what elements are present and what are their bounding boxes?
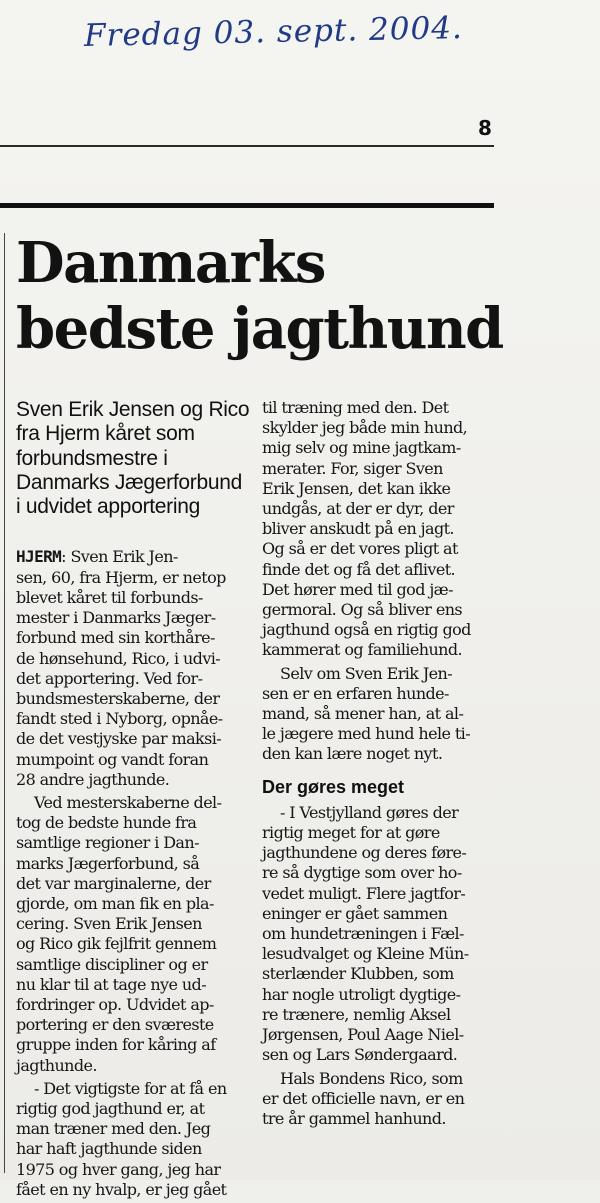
body-line: le jægere med hund hele ti- <box>262 724 470 744</box>
left-margin-line <box>4 233 5 1173</box>
body-line: eninger er gået sammen <box>262 903 448 923</box>
body-line: fordringer op. Udvidet ap- <box>16 994 214 1014</box>
body-line: 28 andre jagthunde. <box>16 769 170 789</box>
body-line: har nogle utroligt dygtige- <box>262 984 461 1004</box>
body-line: samtlige discipliner og er <box>16 954 208 974</box>
body-line: Erik Jensen, det kan ikke <box>262 478 451 498</box>
subhead-line: i udvidet apportering <box>16 495 200 519</box>
section-heading: Der gøres meget <box>262 776 405 797</box>
body-line: bundsmesterskaberne, der <box>16 688 220 708</box>
body-line: nu klar til at tage nye ud- <box>16 974 207 994</box>
body-line: re så dygtige som over ho- <box>262 863 462 883</box>
subhead-line: Sven Erik Jensen og Rico <box>16 398 250 421</box>
body-line: sen, 60, fra Hjerm, er netop <box>16 567 226 587</box>
body-line: - Det vigtigste for at få en <box>34 1078 227 1098</box>
body-line: mig selv og mine jagtkam- <box>262 438 461 458</box>
body-paragraph <box>16 547 244 789</box>
article-subheading <box>16 398 250 519</box>
body-paragraph <box>16 793 244 1076</box>
body-line: gjorde, om man fik en pla- <box>16 893 214 913</box>
handwritten-date-note: Fredag 03. sept. 2004. <box>83 10 464 54</box>
body-line: til træning med den. Det <box>262 398 449 417</box>
body-line: undgås, at der er dyr, der <box>262 499 454 519</box>
dateline: HJERM <box>16 547 62 567</box>
body-line: cering. Sven Erik Jensen <box>16 914 202 934</box>
body-line: og Rico gik fejlfrit gennem <box>16 934 217 954</box>
body-line: germoral. Og så bliver ens <box>262 600 463 620</box>
body-line: fandt sted i Nyborg, opnåe- <box>16 709 223 729</box>
body-line: Hals Bondens Rico, som <box>280 1068 463 1088</box>
body-paragraph <box>16 1079 244 1200</box>
body-line: rigtig meget for at gøre <box>262 823 440 843</box>
subhead-line: forbundsmestre i <box>16 446 168 470</box>
body-paragraph <box>262 1069 492 1130</box>
body-line: mumpoint og vandt foran <box>16 749 209 769</box>
body-line: sterlænder Klubben, som <box>262 964 454 984</box>
body-line: samtlige regioner i Dan- <box>16 833 199 853</box>
body-line: jagthund også en rigtig god <box>262 620 471 640</box>
top-rule <box>0 145 494 147</box>
body-line: de hønsehund, Rico, i udvi- <box>16 648 221 668</box>
body-line: jagthundene og deres føre- <box>262 843 467 863</box>
body-line: re trænere, nemlig Aksel <box>262 1004 451 1024</box>
body-line: kammerat og familiehund. <box>262 640 463 660</box>
right-column <box>262 398 492 1132</box>
body-line: gruppe inden for kåring af <box>16 1035 216 1055</box>
body-paragraph <box>262 803 492 1066</box>
header-rule <box>0 203 494 208</box>
body-line: marks Jægerforbund, så <box>16 853 200 873</box>
headline-line-2: bedste jagthund <box>16 296 503 362</box>
body-line: merater. For, siger Sven <box>262 458 443 478</box>
body-line: Det hører med til god jæ- <box>262 579 453 599</box>
body-line: Jørgensen, Poul Aage Niel- <box>262 1025 464 1045</box>
left-column <box>16 398 250 1203</box>
subhead-line: Danmarks Jægerforbund <box>16 470 242 494</box>
body-line: man træner med den. Jeg <box>16 1119 211 1139</box>
body-line: bliver anskudt på en jagt. <box>262 519 454 539</box>
body-line: de det vestjyske par maksi- <box>16 729 222 749</box>
body-line: blevet kåret til forbunds- <box>16 587 203 607</box>
body-line: Selv om Sven Erik Jen- <box>280 663 453 683</box>
subhead-line: fra Hjerm kåret som <box>16 422 195 446</box>
body-line: sen er en erfaren hunde- <box>262 683 449 703</box>
body-line: vedet muligt. Flere jagtfor- <box>262 883 466 903</box>
body-line: portering er den sværeste <box>16 1015 214 1035</box>
body-line: er det officielle navn, er en <box>262 1088 465 1108</box>
body-line: - I Vestjylland gøres der <box>280 802 459 822</box>
headline-line-1: Danmarks <box>16 230 325 296</box>
body-line: sen og Lars Søndergaard. <box>262 1045 458 1065</box>
body-line: om hundetræningen i Fæl- <box>262 924 464 944</box>
body-line: har haft jagthunde siden <box>16 1139 202 1159</box>
body-line-text: : Sven Erik Jen- <box>61 547 178 567</box>
body-paragraph <box>262 664 492 765</box>
body-line: fået en ny hvalp, er jeg gået <box>16 1179 227 1199</box>
body-line: jagthunde. <box>16 1055 97 1075</box>
body-line: skylder jeg både min hund, <box>262 418 468 438</box>
body-line: lesudvalget og Kleine Mün- <box>262 944 469 964</box>
body-line <box>16 547 244 567</box>
body-line: tre år gammel hanhund. <box>262 1108 446 1128</box>
body-line: 1975 og hver gang, jeg har <box>16 1159 221 1179</box>
body-paragraph <box>262 398 492 661</box>
body-line: det var marginalerne, der <box>16 873 211 893</box>
body-line: Og så er det vores pligt at <box>262 539 458 559</box>
body-line: mester i Danmarks Jæger- <box>16 608 216 628</box>
body-line: rigtig god jagthund er, at <box>16 1098 205 1118</box>
body-line: den kan lære noget nyt. <box>262 744 443 764</box>
body-line: tog de bedste hunde fra <box>16 813 197 833</box>
page-number: 8 <box>478 116 492 140</box>
body-line: Ved mesterskaberne del- <box>34 792 222 812</box>
body-line: det apportering. Ved for- <box>16 668 203 688</box>
body-line: mand, så mener han, at al- <box>262 704 464 724</box>
body-line: forbund med sin korthåre- <box>16 628 215 648</box>
body-line: finde det og få det aflivet. <box>262 559 456 579</box>
article-headline <box>16 230 503 362</box>
